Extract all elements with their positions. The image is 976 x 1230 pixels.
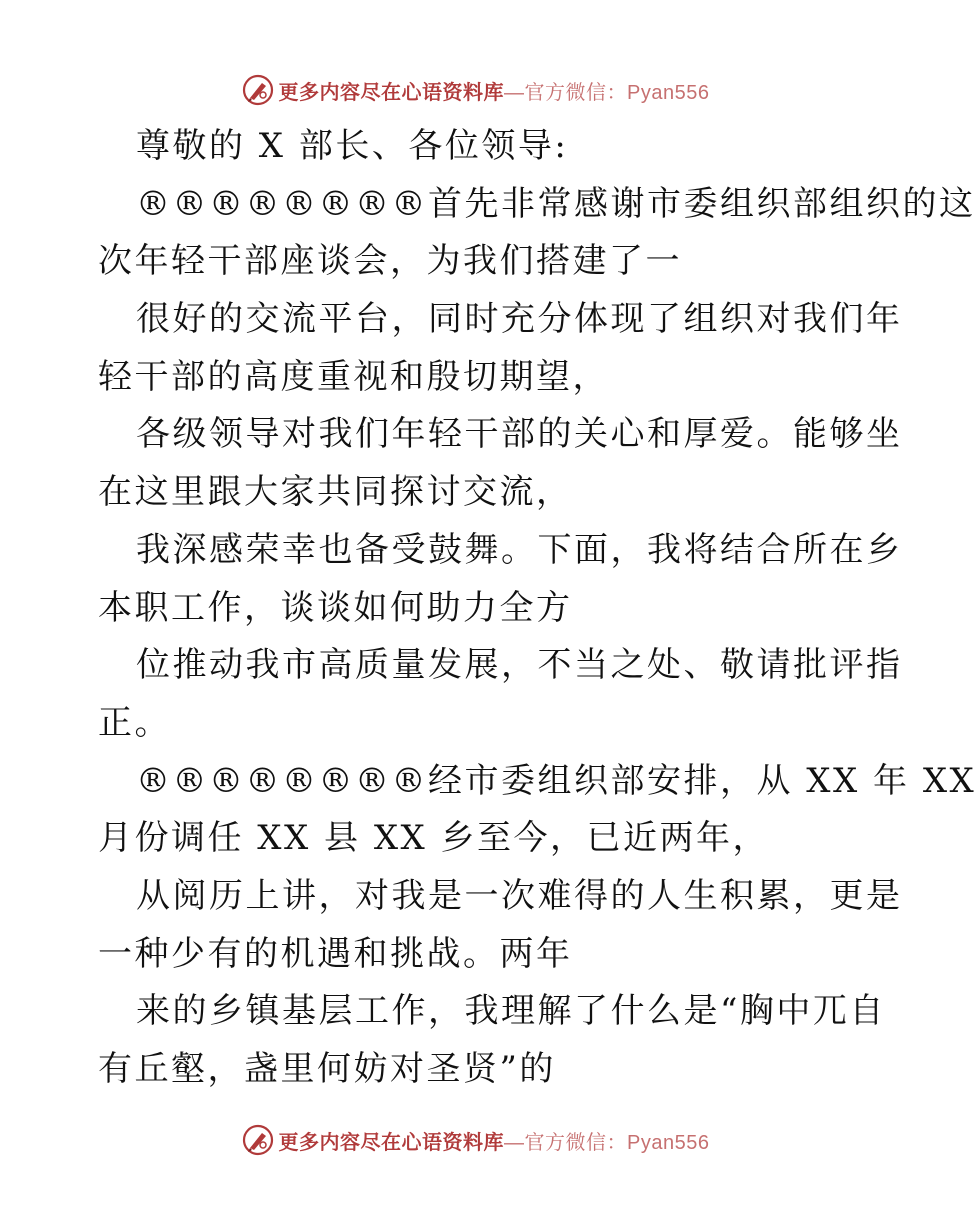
watermark-text — [279, 1126, 710, 1155]
watermark-contact: —官方微信：Pyan556 — [504, 1131, 710, 1154]
pen-circle-logo-icon — [241, 1123, 275, 1157]
text-line-12: ®®®®®®®®经市委组织部安排，从 XX 年 XX — [136, 760, 976, 801]
watermark-lead: 更多内容尽在心语资料库 — [278, 81, 505, 104]
watermark-lead: 更多内容尽在心语资料库 — [278, 1131, 505, 1154]
text-line-16: 来的乡镇基层工作，我理解了什么是“胸中兀自 — [136, 991, 886, 1032]
text-line-7: 在这里跟大家共同探讨交流， — [98, 472, 573, 513]
text-line-13: 月份调任 XX 县 XX 乡至今，已近两年， — [98, 818, 770, 859]
text-line-1: 尊敬的 X 部长、各位领导: — [136, 126, 569, 166]
footer-watermark-banner — [0, 1120, 950, 1160]
text-line-8: 我深感荣幸也备受鼓舞。下面，我将结合所在乡 — [136, 529, 903, 570]
text-line-5: 轻干部的高度重视和殷切期望， — [98, 356, 609, 397]
text-line-9: 本职工作，谈谈如何助力全方 — [98, 587, 573, 628]
watermark-contact: —官方微信：Pyan556 — [504, 81, 710, 104]
text-line-11: 正。 — [98, 702, 171, 743]
text-line-6: 各级领导对我们年轻干部的关心和厚爱。能够坐 — [136, 414, 903, 455]
text-line-4: 很好的交流平台，同时充分体现了组织对我们年 — [136, 299, 903, 340]
text-line-3: 次年轻干部座谈会，为我们搭建了一 — [98, 241, 682, 282]
text-line-2: ®®®®®®®®首先非常感谢市委组织部组织的这 — [136, 183, 976, 224]
document-body — [98, 118, 976, 1099]
text-line-17: 有丘壑，盏里何妨对圣贤”的 — [98, 1049, 556, 1089]
text-line-15: 一种少有的机遇和挑战。两年 — [98, 933, 573, 974]
text-line-14: 从阅历上讲，对我是一次难得的人生积累，更是 — [136, 875, 903, 916]
text-line-10: 位推动我市高质量发展，不当之处、敬请批评指 — [136, 645, 903, 686]
header-watermark-banner — [0, 70, 950, 110]
watermark-text — [279, 76, 710, 105]
pen-circle-logo-icon — [241, 73, 275, 107]
